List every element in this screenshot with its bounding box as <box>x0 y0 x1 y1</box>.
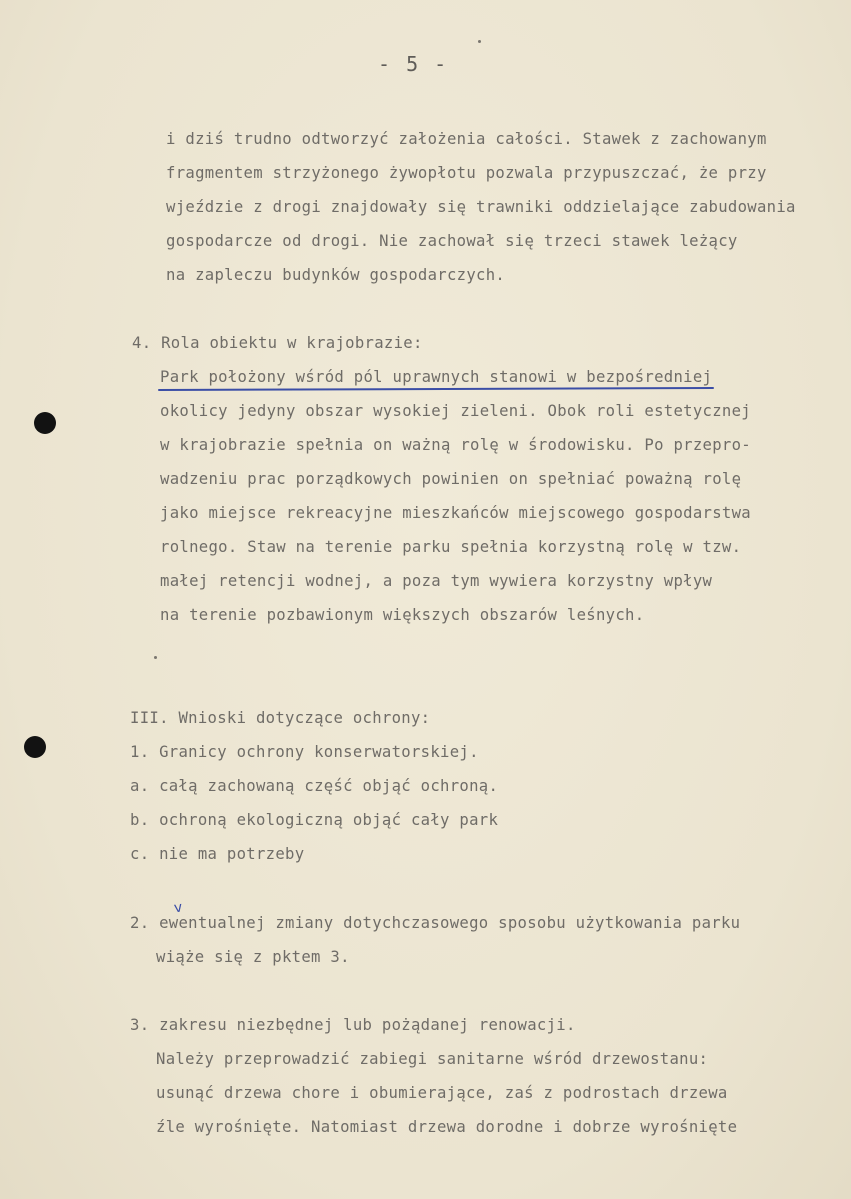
text-line-1: i dziś trudno odtworzyć założenia całości. Stawek z zachowanym <box>166 130 767 148</box>
section-heading-iii: III. Wnioski dotyczące ochrony: <box>130 709 431 727</box>
text-line-10: wadzeniu prac porządkowych powinien on spełniać poważną rolę <box>160 470 742 488</box>
text-line-11: jako miejsce rekreacyjne mieszkańców miejscowego gospodarstwa <box>160 504 751 522</box>
list-item-2-cont: wiąże się z pktem 3. <box>156 948 350 966</box>
text-line-9: w krajobrazie spełnia on ważną rolę w środowisku. Po przepro- <box>160 436 751 454</box>
text-line-23: Należy przeprowadzić zabiegi sanitarne wśród drzewostanu: <box>156 1050 709 1068</box>
paper-speck <box>478 40 481 43</box>
punch-hole-bottom <box>24 736 46 758</box>
page-number: - 5 - <box>378 52 449 76</box>
text-line-2: fragmentem strzyżonego żywopłotu pozwala przypuszczać, że przy <box>166 164 767 182</box>
text-line-24: usunąć drzewa chore i obumierające, zaś z podrostach drzewa <box>156 1084 728 1102</box>
punch-hole-top <box>34 412 56 434</box>
section-heading-4: 4. Rola obiektu w krajobrazie: <box>132 334 423 352</box>
text-line-4: gospodarcze od drogi. Nie zachował się trzeci stawek leżący <box>166 232 738 250</box>
list-item-3: 3. zakresu niezbędnej lub pożądanej renowacji. <box>130 1016 576 1034</box>
list-item-2: 2. ewentualnej zmiany dotychczasowego sposobu użytkowania parku <box>130 914 741 932</box>
list-item-1: 1. Granicy ochrony konserwatorskiej. <box>130 743 479 761</box>
list-item-a: a. całą zachowaną część objąć ochroną. <box>130 777 499 795</box>
text-line-13: małej retencji wodnej, a poza tym wywiera korzystny wpływ <box>160 572 713 590</box>
list-item-b: b. ochroną ekologiczną objąć cały park <box>130 811 499 829</box>
text-line-5: na zapleczu budynków gospodarczych. <box>166 266 506 284</box>
text-line-14: na terenie pozbawionym większych obszarów leśnych. <box>160 606 645 624</box>
text-line-3: wjeździe z drogi znajdowały się trawniki oddzielające zabudowania <box>166 198 796 216</box>
underlined-text: Park położony wśród pól uprawnych stanowi w bezpośredniej <box>160 368 713 386</box>
text-line-7 <box>160 368 712 386</box>
handwritten-mark: v <box>172 899 184 917</box>
list-item-c: c. nie ma potrzeby <box>130 845 305 863</box>
text-line-12: rolnego. Staw na terenie parku spełnia korzystną rolę w tzw. <box>160 538 742 556</box>
text-line-8: okolicy jedyny obszar wysokiej zieleni. Obok roli estetycznej <box>160 402 751 420</box>
paper-speck <box>154 656 157 659</box>
text-line-25: źle wyrośnięte. Natomiast drzewa dorodne i dobrze wyrośnięte <box>156 1118 738 1136</box>
